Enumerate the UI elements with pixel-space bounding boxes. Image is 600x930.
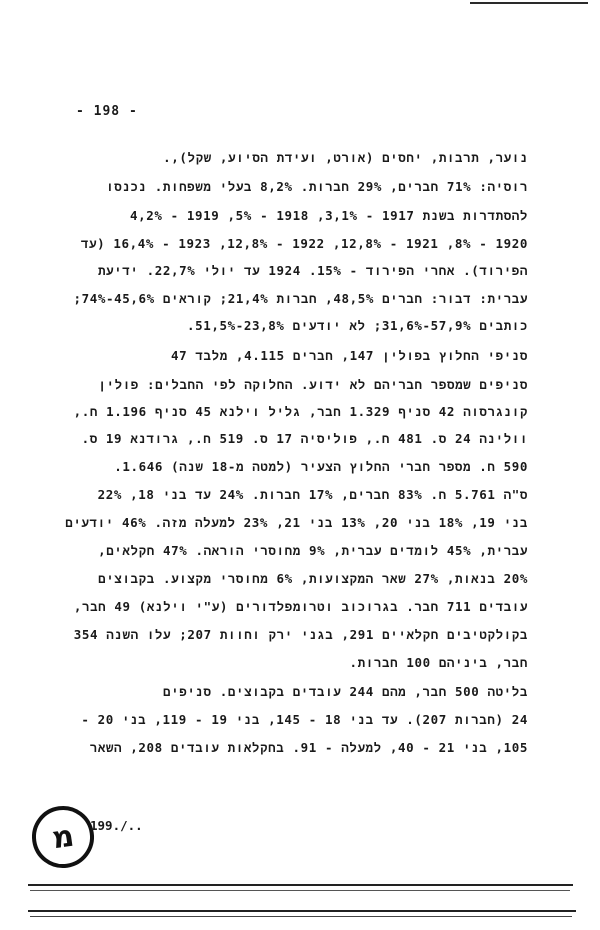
text-line: סניפים שמספר חבריהם לא ידוע. החלוקה לפי החבלים: פולין xyxy=(98,377,528,392)
bottom-rule xyxy=(28,910,576,912)
text-line: כותבים 57,9%-31,6%; לא יודעים 23,8%-51,5%. xyxy=(186,318,528,333)
text-line: עברית: דבור: חברים 48,5%, חברות 21,4%; קוראים 45,6%-74%; xyxy=(73,291,528,306)
page-number: - 198 - xyxy=(76,104,138,119)
text-line: להסתדרות בשנת 1917 - 3,1%, 1918 - 5%, 1919 - 4,2% xyxy=(129,208,528,223)
text-line: חבר, ביניהם 100 חברות. xyxy=(349,655,528,670)
text-line: עברית, 45% לומדים עברית, 9% מחוסרי הוראה. 47% חקלאים, xyxy=(98,543,528,558)
section-heading-poland: סניפי החלוץ בפולין 147, חברים 4.115, מלבד 47 xyxy=(171,348,528,363)
text-line: ס"ה 5.761 ח. 83% חברים, 17% חברות. 24% עד בני 18, 22% xyxy=(97,487,528,502)
text-line: 1920 - 8%, 1921 - 12,8%, 1922 - 12,8%, 1923 - 16,4% (עד xyxy=(80,236,528,251)
top-rule xyxy=(470,2,588,4)
text-line: רוסיה: 71% חברים, 29% חברות. 8,2% בעלי משפחות. נכנסו xyxy=(106,179,528,194)
text-line: 20% בנאות, 27% שאר המקצועות, 6% מחוסרי מקצוע. בקבוצים xyxy=(98,571,528,586)
text-line: 590 ח. מספר חברי החלוץ הצעיר (למטה מ-18 שנה) 1.646. xyxy=(114,459,528,474)
text-line: בקולקטיבים חקלאיים 291, בגני ירק וחוות 207; עלו השנה 354 xyxy=(73,627,528,642)
text-line: עובדים 711 חבר. בגרוכוב וטרומפלדורים (ע"י וילנא) 49 חבר, xyxy=(73,599,528,614)
text-line: הפירוד). אחרי הפירוד - 15%. 1924 עד יולי 22,7%. ידיעת xyxy=(97,263,528,278)
text-line: קונגרסוה 42 סניף 1.329 חבר, גליל וילנא 45 סניף 1.196 ח., xyxy=(73,404,528,419)
text-line: וולינה 24 ס. 481 ח., פוליסיה 17 ס. 519 ח., גרודנא 19 ס. xyxy=(81,431,528,446)
continuation-marker: 199./.. xyxy=(90,818,143,833)
text-line: 105, בני 21 - 40, למעלה - 91. בחקלאות עובדים 208, השאר xyxy=(89,740,528,755)
text-line: נוער, תרבות, יחסים (אורט, ועידת הסיוע, שקל),. xyxy=(163,150,528,165)
bottom-rule xyxy=(28,884,573,886)
section-heading-lithuania: בליטה 500 חבר, מהם 244 עובדים בקבוצים. סניפים xyxy=(163,684,528,699)
bottom-rule-thin xyxy=(30,890,570,891)
text-line: 24 (חברות 207). עד בני 18 - 145, בני 19 - 119, בני 20 - xyxy=(81,712,528,727)
text-line: בני 19, 18% בני 20, 13% בני 21, 23% למעלה מזה. 46% יודעים xyxy=(65,515,528,530)
archive-stamp: מ xyxy=(28,802,98,872)
bottom-rule-thin xyxy=(30,916,572,917)
